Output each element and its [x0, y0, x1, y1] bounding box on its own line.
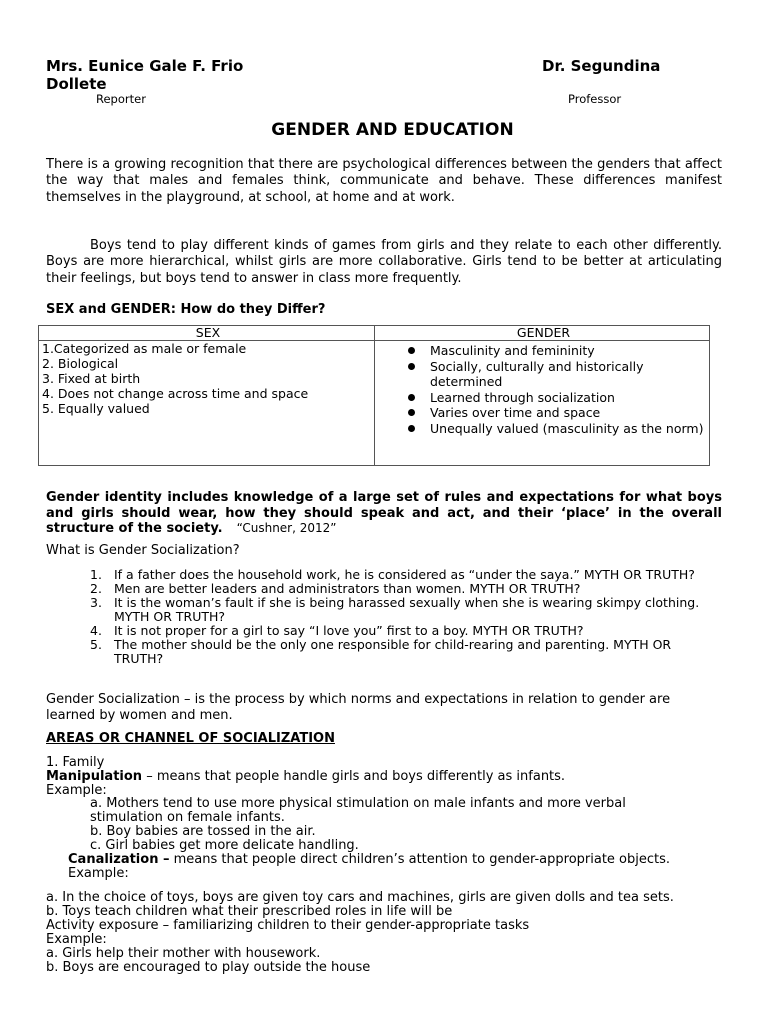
sex-column-header: SEX: [39, 326, 375, 341]
family-label: 1. Family: [46, 755, 105, 770]
gender-item: Learned through socialization: [378, 390, 709, 406]
sex-cell: [39, 341, 375, 466]
list-item: 3. It is the woman’s fault if she is being harassed sexually when she is wearing skimpy clothing. MYTH OR TRUTH?: [90, 595, 700, 624]
page-title: GENDER AND EDUCATION: [271, 120, 514, 140]
gender-item: Unequally valued (masculinity as the norm): [378, 421, 709, 437]
bullet-icon: [408, 347, 415, 354]
intro-paragraph-1: There is a growing recognition that there are psychological differences between the genders that affect the way that males and females think, communicate and behave. These differences manifest themselves in the playground, at school, at home and at work.: [46, 157, 722, 205]
sex-item: 4. Does not change across time and space: [42, 386, 309, 401]
activity-example-a: a. Girls help their mother with housework.: [46, 946, 321, 961]
sex-item: 5. Equally valued: [42, 401, 150, 416]
gender-cell: [375, 341, 710, 466]
bullet-icon: [408, 409, 415, 416]
sex-item: 1.Categorized as male or female: [42, 341, 247, 356]
activity-example-b: b. Boys are encouraged to play outside the house: [46, 960, 371, 975]
sex-item: 2. Biological: [42, 356, 119, 371]
gender-list: [378, 343, 709, 437]
bullet-icon: [408, 425, 415, 432]
intro-paragraph-2: Boys tend to play different kinds of games from girls and they relate to each other differently. Boys are more hierarchical, whilst girls are more collaborative. Girls tend to be better at articulating their feelings, but boys tend to answer in class more frequently.: [46, 238, 722, 286]
list-item: 2. Men are better leaders and administrators than women. MYTH OR TRUTH?: [90, 581, 581, 596]
citation: “Cushner, 2012”: [236, 521, 337, 535]
manipulation-line: Manipulation – means that people handle girls and boys differently as infants.: [46, 769, 566, 784]
activity-exposure-line: Activity exposure – familiarizing children to their gender-appropriate tasks: [46, 918, 530, 933]
example-label: Example:: [46, 783, 107, 798]
sex-gender-table: [38, 325, 710, 466]
list-item: 1. If a father does the household work, he is considered as “under the saya.” MYTH OR TRUTH?: [90, 567, 695, 582]
gender-item: Socially, culturally and historically determined: [378, 359, 709, 390]
myth-truth-list: [90, 568, 720, 666]
bullet-icon: [408, 363, 415, 370]
areas-heading: AREAS OR CHANNEL OF SOCIALIZATION: [46, 731, 335, 746]
reporter-name: Mrs. Eunice Gale F. Frio: [46, 57, 244, 75]
canalization-term: Canalization –: [68, 852, 170, 867]
canalization-example-a: a. In the choice of toys, boys are given toy cars and machines, girls are given dolls and tea sets.: [46, 890, 674, 905]
gender-item: Masculinity and femininity: [378, 343, 709, 359]
professor-name: Dr. Segundina: [542, 57, 661, 75]
canalization-line: Canalization – means that people direct children’s attention to gender-appropriate objects.: [68, 852, 671, 867]
manipulation-example-c: c. Girl babies get more delicate handling.: [90, 838, 359, 853]
professor-role: Professor: [568, 92, 622, 106]
activity-example-label: Example:: [46, 932, 107, 947]
sex-item: 3. Fixed at birth: [42, 371, 141, 386]
manipulation-term: Manipulation: [46, 769, 143, 784]
socialization-definition: Gender Socialization – is the process by which norms and expectations in relation to gender are learned by women and men.: [46, 692, 671, 723]
manipulation-example-a: a. Mothers tend to use more physical stimulation on male infants and more verbal stimulation on female infants.: [90, 796, 626, 825]
gender-column-header: GENDER: [375, 326, 710, 341]
gender-identity-paragraph: Gender identity includes knowledge of a large set of rules and expectations for what boys and girls should wear, how they should speak and act, and their ‘place’ in the overall structure of the society. “Cushner, 2012”: [46, 490, 722, 536]
socialization-question: What is Gender Socialization?: [46, 543, 240, 558]
table-heading: SEX and GENDER: How do they Differ?: [46, 302, 326, 317]
manipulation-example-b: b. Boy babies are tossed in the air.: [90, 824, 316, 839]
professor-name-continued: Dollete: [46, 75, 107, 93]
list-item: 5. The mother should be the only one responsible for child-rearing and parenting. MYTH OR TRUTH?: [90, 637, 672, 666]
canalization-example-b: b. Toys teach children what their prescribed roles in life will be: [46, 904, 453, 919]
reporter-role: Reporter: [96, 92, 146, 106]
bullet-icon: [408, 394, 415, 401]
gender-item: Varies over time and space: [378, 405, 709, 421]
canalization-example-label: Example:: [68, 866, 129, 881]
list-item: 4. It is not proper for a girl to say “I love you” first to a boy. MYTH OR TRUTH?: [90, 623, 584, 638]
